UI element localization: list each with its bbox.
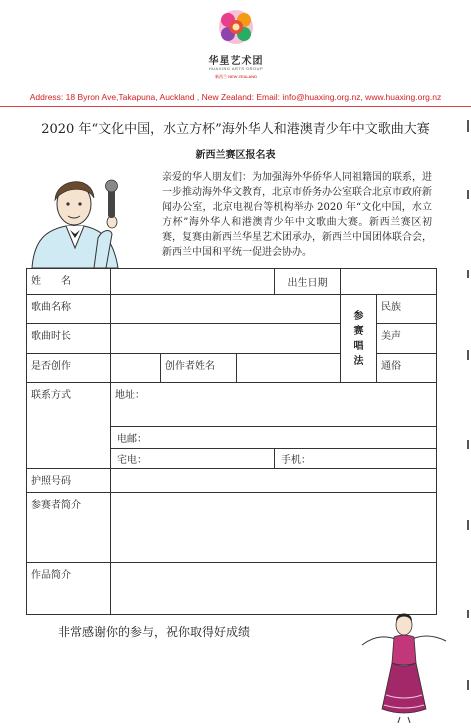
singing-style-label: 参 赛 唱 法 xyxy=(341,295,377,383)
label-original: 是否创作 xyxy=(27,354,111,383)
song-name-field[interactable] xyxy=(111,295,341,324)
huaxing-logo-icon xyxy=(216,8,256,46)
logo-region: 新西兰 NEW ZEALAND xyxy=(214,74,257,79)
label-work: 作品简介 xyxy=(27,563,111,615)
style-option-folk[interactable]: 民族 xyxy=(377,295,437,324)
logo-name-cn: 华星艺术团 xyxy=(208,56,264,67)
label-bio: 参赛者简介 xyxy=(27,493,111,563)
intro-paragraph: 亲爱的华人朋友们：为加强海外华侨华人同祖籍国的联系，进一步推动海外华文教育，北京市侨务办公室联合北京市政府新闻办公室，北京电视台等机构举办 2020 年“文化中国，水立方杯”海外华人和港澳青少年中文歌曲大赛。新西兰赛区初赛，复赛由新西兰华星艺术团承办，新西兰中国团体联合会，新西兰中国和平统一促进会协办。 xyxy=(162,172,432,258)
author-field[interactable] xyxy=(237,354,341,383)
contact-email-field[interactable] xyxy=(111,427,437,449)
page-edge-marks xyxy=(464,120,471,720)
address-divider xyxy=(0,106,471,107)
singer-illustration xyxy=(22,160,128,268)
passport-field[interactable] xyxy=(111,469,437,493)
label-address: 地址： xyxy=(115,390,145,401)
style-option-pop[interactable]: 通俗 xyxy=(377,354,437,383)
dancer-illustration xyxy=(360,605,448,723)
mobile-field[interactable] xyxy=(275,449,437,469)
address-line: Address: 18 Byron Ave,Takapuna, Auckland , New Zealand: Email: info@huaxing.org.nz, www.huaxing.org.nz xyxy=(29,92,442,102)
song-length-field[interactable] xyxy=(111,324,341,354)
label-mobile: 手机： xyxy=(281,455,312,466)
label-birth-date: 出生日期 xyxy=(275,269,341,295)
label-email: 电邮： xyxy=(117,434,147,445)
document-title: 2020 年“文化中国，水立方杯”海外华人和港澳青少年中文歌曲大赛 xyxy=(41,122,430,137)
registration-form xyxy=(26,268,437,615)
label-name: 姓 名 xyxy=(27,269,111,295)
form-subtitle: 新西兰赛区报名表 xyxy=(195,150,276,161)
contact-address-field[interactable] xyxy=(111,383,437,427)
label-passport: 护照号码 xyxy=(27,469,111,493)
label-contact: 联系方式 xyxy=(27,383,111,469)
logo-name-en: HUAXING ARTS GROUP xyxy=(208,66,264,71)
label-song-length: 歌曲时长 xyxy=(27,324,111,354)
label-song-name: 歌曲名称 xyxy=(27,295,111,324)
home-phone-field[interactable] xyxy=(111,449,275,469)
style-option-bel-canto[interactable]: 美声 xyxy=(377,324,437,354)
name-field[interactable] xyxy=(111,269,275,295)
label-author: 创作者姓名 xyxy=(161,354,237,383)
label-home-phone: 宅电： xyxy=(117,455,147,466)
thanks-message: 非常感谢你的参与，祝你取得好成绩 xyxy=(58,625,251,639)
original-field[interactable] xyxy=(111,354,161,383)
bio-field[interactable] xyxy=(111,493,437,563)
birth-date-field[interactable] xyxy=(341,269,437,295)
